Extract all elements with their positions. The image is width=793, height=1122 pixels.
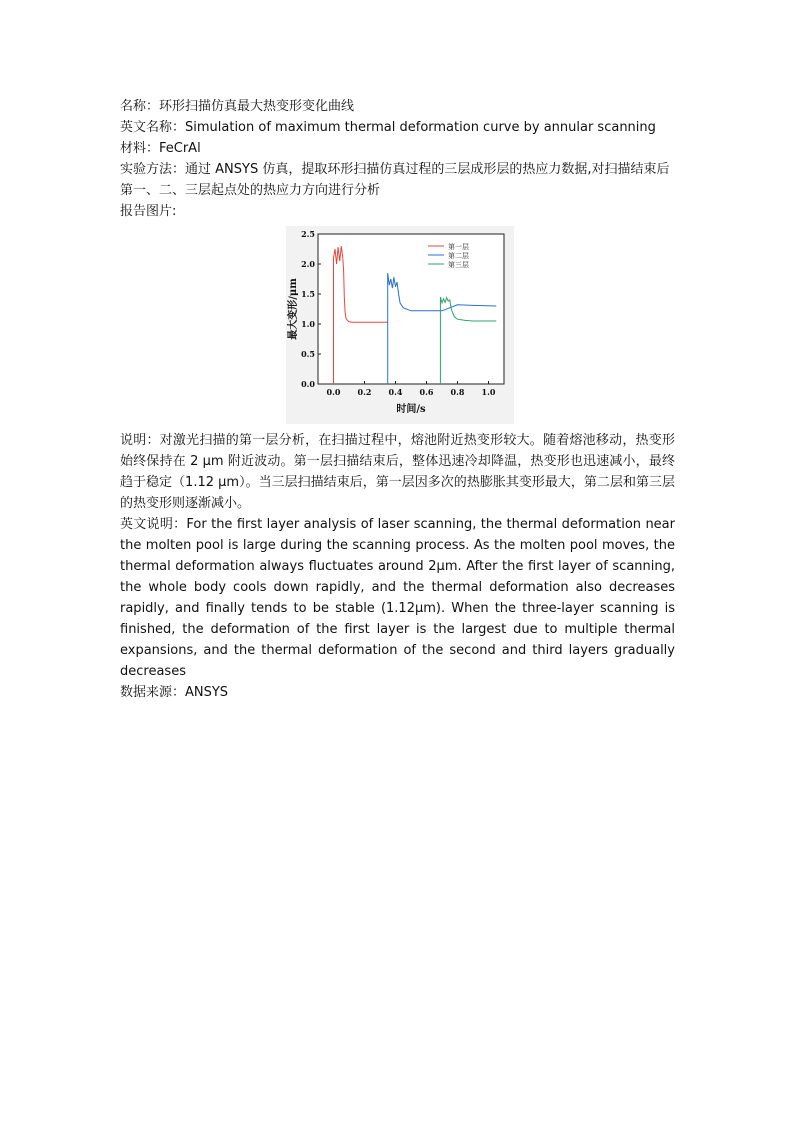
- x-axis-label: 时间/s: [396, 404, 426, 415]
- y-tick-label: 1.0: [301, 319, 315, 329]
- legend-label: 第三层: [448, 261, 469, 269]
- x-tick-label: 0.4: [388, 387, 403, 397]
- data-source-line: 数据来源：ANSYS: [120, 685, 229, 700]
- y-tick-label: 1.5: [301, 289, 315, 299]
- x-tick-label: 0.2: [357, 387, 372, 397]
- y-tick-label: 0.0: [301, 379, 315, 389]
- plot-frame: [318, 234, 504, 384]
- title-line: 名称：环形扫描仿真最大热变形变化曲线: [120, 99, 355, 114]
- report-content: [120, 96, 675, 703]
- legend-label: 第一层: [448, 243, 469, 251]
- legend-label: 第二层: [448, 252, 469, 260]
- method-paragraph: 实验方法：通过 ANSYS 仿真，提取环形扫描仿真过程的三层成形层的热应力数据,对扫描结束后第一、二、三层起点处的热应力方向进行分析: [120, 162, 670, 198]
- english-description-paragraph: 英文说明：For the first layer analysis of laser scanning, the thermal deformation near the molten pool is large during the scanning process. As the molten pool moves, the thermal deformation always fluctuates around 2μm. After the first layer of scanning, the whole body cools down rapidly, and the thermal deformation also decreases rapidly, and finally tends to be stable (1.12μm). When the three-layer scanning is finished, the deformation of the first layer is the largest due to multiple thermal expansions, and the thermal deformation of the second and third layers gradually decreases: [120, 517, 675, 679]
- x-tick-label: 0.0: [326, 387, 341, 397]
- deformation-chart: [286, 226, 514, 424]
- english-title-line: 英文名称：Simulation of maximum thermal deformation curve by annular scanning: [120, 120, 656, 135]
- image-label: 报告图片:: [120, 204, 177, 219]
- x-tick-label: 0.6: [419, 387, 434, 397]
- x-tick-label: 0.8: [450, 387, 465, 397]
- y-axis-label: 最大变形/μm: [288, 278, 299, 340]
- x-tick-label: 1.0: [481, 387, 496, 397]
- description-paragraph: 说明：对激光扫描的第一层分析，在扫描过程中，熔池附近热变形较大。随着熔池移动，热变形始终保持在 2 μm 附近波动。第一层扫描结束后，整体迅速冷却降温，热变形也迅速减小，最终趋于稳定（1.12 μm）。当三层扫描结束后，第一层因多次的热膨胀其变形最大，第二层和第三层的热变形则逐渐减小。: [120, 433, 675, 511]
- y-tick-label: 0.5: [301, 349, 315, 359]
- figure-container: [120, 226, 675, 426]
- y-tick-label: 2.5: [301, 229, 315, 239]
- material-line: 材料：FeCrAl: [120, 141, 201, 156]
- y-tick-label: 2.0: [301, 259, 315, 269]
